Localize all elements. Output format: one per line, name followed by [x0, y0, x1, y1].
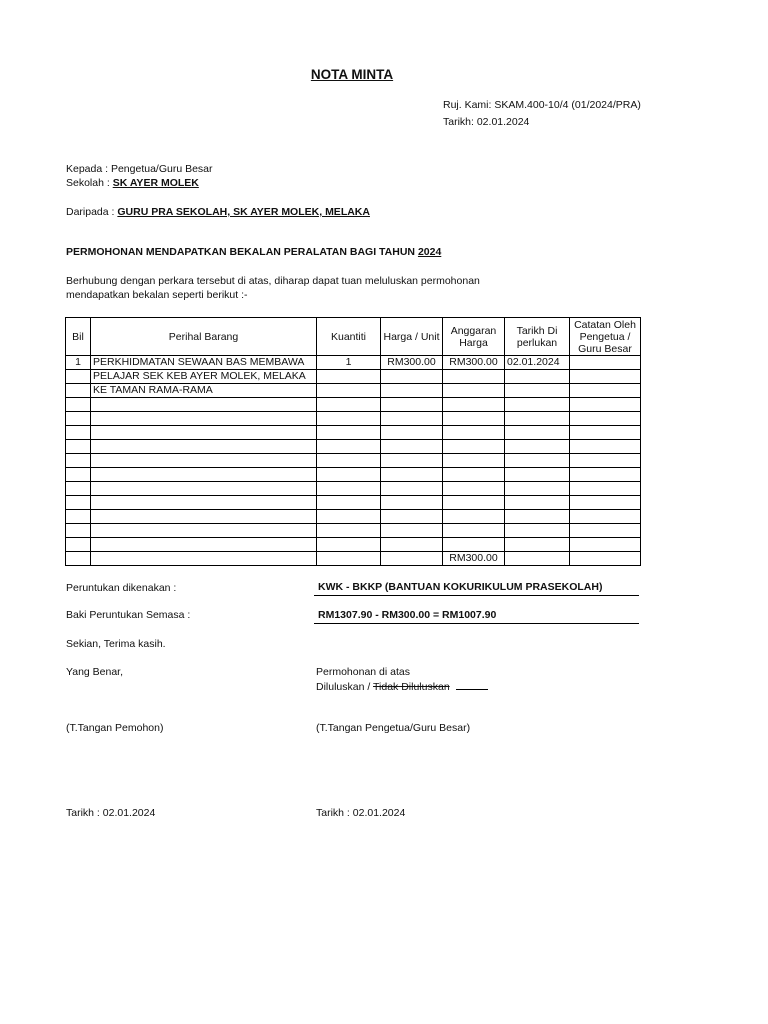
cell-date-required — [505, 524, 570, 538]
cell-description — [91, 454, 317, 468]
allocation-value: KWK - BKKP (BANTUAN KOKURIKULUM PRASEKOLAH) — [318, 581, 603, 593]
cell-principal-notes — [570, 552, 641, 566]
cell-quantity — [317, 496, 381, 510]
cell-bil — [66, 454, 91, 468]
table-row — [66, 412, 641, 426]
cell-estimated-price — [443, 482, 505, 496]
subject-line — [66, 246, 441, 259]
cell-principal-notes — [570, 454, 641, 468]
cell-principal-notes — [570, 384, 641, 398]
school-line — [66, 177, 199, 190]
cell-estimated-price — [443, 398, 505, 412]
cell-description — [91, 482, 317, 496]
table-row — [66, 510, 641, 524]
cell-principal-notes — [570, 356, 641, 370]
table-row — [66, 384, 641, 398]
cell-unit-price — [381, 412, 443, 426]
cell-date-required — [505, 496, 570, 510]
cell-quantity: 1 — [317, 356, 381, 370]
cell-quantity — [317, 510, 381, 524]
cell-bil — [66, 412, 91, 426]
header-bil: Bil — [66, 318, 91, 356]
cell-principal-notes — [570, 426, 641, 440]
recipient-line: Kepada : Pengetua/Guru Besar — [66, 163, 213, 175]
table-row — [66, 356, 641, 370]
table-row — [66, 398, 641, 412]
cell-date-required — [505, 412, 570, 426]
table-row — [66, 496, 641, 510]
allocation-label: Peruntukan dikenakan : — [66, 582, 177, 594]
cell-unit-price — [381, 496, 443, 510]
memo-date: Tarikh: 02.01.2024 — [443, 116, 530, 128]
cell-description: KE TAMAN RAMA-RAMA — [91, 384, 317, 398]
cell-bil — [66, 440, 91, 454]
applicant-signature-label: (T.Tangan Pemohon) — [66, 722, 164, 734]
header-description: Perihal Barang — [91, 318, 317, 356]
cell-unit-price — [381, 482, 443, 496]
cell-quantity — [317, 552, 381, 566]
cell-estimated-price: RM300.00 — [443, 552, 505, 566]
table-row — [66, 538, 641, 552]
cell-estimated-price — [443, 454, 505, 468]
school-label: Sekolah : — [66, 177, 110, 189]
table-row — [66, 440, 641, 454]
cell-date-required: 02.01.2024 — [505, 356, 570, 370]
cell-estimated-price — [443, 426, 505, 440]
cell-unit-price — [381, 426, 443, 440]
cell-quantity — [317, 426, 381, 440]
cell-principal-notes — [570, 496, 641, 510]
table-row — [66, 552, 641, 566]
cell-date-required — [505, 468, 570, 482]
header-quantity: Kuantiti — [317, 318, 381, 356]
cell-description — [91, 538, 317, 552]
closing-text: Sekian, Terima kasih. — [66, 638, 166, 650]
intro-line-1: Berhubung dengan perkara tersebut di atas, diharap dapat tuan meluluskan permohonan — [66, 275, 480, 287]
cell-description: PERKHIDMATAN SEWAAN BAS MEMBAWA — [91, 356, 317, 370]
cell-date-required — [505, 454, 570, 468]
intro-line-2: mendapatkan bekalan seperti berikut :- — [66, 289, 248, 301]
principal-signature-label: (T.Tangan Pengetua/Guru Besar) — [316, 722, 471, 734]
header-principal-notes: Catatan Oleh Pengetua / Guru Besar — [570, 318, 641, 356]
approval-rejected: Tidak Diluluskan — [373, 681, 450, 693]
cell-principal-notes — [570, 398, 641, 412]
cell-date-required — [505, 370, 570, 384]
cell-estimated-price — [443, 524, 505, 538]
cell-estimated-price — [443, 440, 505, 454]
table-row — [66, 426, 641, 440]
cell-date-required — [505, 384, 570, 398]
subject-text: PERMOHONAN MENDAPATKAN BEKALAN PERALATAN BAGI TAHUN — [66, 246, 416, 258]
table-body — [66, 356, 641, 566]
cell-quantity — [317, 454, 381, 468]
table-row — [66, 370, 641, 384]
cell-bil — [66, 510, 91, 524]
cell-quantity — [317, 482, 381, 496]
table-row — [66, 482, 641, 496]
cell-quantity — [317, 398, 381, 412]
cell-description — [91, 426, 317, 440]
memo-title: NOTA MINTA — [310, 67, 394, 82]
balance-underline — [314, 623, 639, 624]
cell-description — [91, 524, 317, 538]
cell-quantity — [317, 412, 381, 426]
cell-bil — [66, 538, 91, 552]
approval-approved: Diluluskan / — [316, 681, 374, 693]
table-row — [66, 454, 641, 468]
school-name: SK AYER MOLEK — [112, 177, 199, 189]
cell-unit-price — [381, 510, 443, 524]
reference-number: Ruj. Kami: SKAM.400-10/4 (01/2024/PRA) — [443, 99, 641, 111]
allocation-underline — [314, 595, 639, 596]
sender-line — [66, 206, 370, 219]
cell-unit-price — [381, 454, 443, 468]
cell-description — [91, 468, 317, 482]
cell-estimated-price — [443, 370, 505, 384]
cell-bil: 1 — [66, 356, 91, 370]
cell-bil — [66, 552, 91, 566]
cell-principal-notes — [570, 524, 641, 538]
cell-unit-price — [381, 538, 443, 552]
cell-principal-notes — [570, 370, 641, 384]
cell-date-required — [505, 482, 570, 496]
cell-quantity — [317, 370, 381, 384]
items-table — [65, 317, 641, 566]
cell-bil — [66, 384, 91, 398]
cell-description — [91, 398, 317, 412]
cell-bil — [66, 496, 91, 510]
cell-quantity — [317, 538, 381, 552]
table-row — [66, 468, 641, 482]
cell-estimated-price — [443, 384, 505, 398]
principal-date: Tarikh : 02.01.2024 — [316, 807, 406, 819]
cell-unit-price — [381, 552, 443, 566]
approval-options — [316, 681, 450, 694]
header-estimated-price: Anggaran Harga — [443, 318, 505, 356]
cell-description: PELAJAR SEK KEB AYER MOLEK, MELAKA — [91, 370, 317, 384]
cell-date-required — [505, 538, 570, 552]
cell-description — [91, 412, 317, 426]
cell-date-required — [505, 426, 570, 440]
approval-heading: Permohonan di atas — [316, 666, 410, 678]
cell-unit-price — [381, 398, 443, 412]
cell-estimated-price — [443, 538, 505, 552]
table-header-row — [66, 318, 641, 356]
cell-principal-notes — [570, 538, 641, 552]
cell-description — [91, 440, 317, 454]
cell-estimated-price — [443, 468, 505, 482]
cell-unit-price — [381, 370, 443, 384]
cell-estimated-price — [443, 510, 505, 524]
cell-bil — [66, 370, 91, 384]
cell-date-required — [505, 552, 570, 566]
strike-mark — [456, 689, 488, 690]
cell-principal-notes — [570, 482, 641, 496]
cell-estimated-price — [443, 412, 505, 426]
cell-date-required — [505, 440, 570, 454]
cell-principal-notes — [570, 412, 641, 426]
cell-estimated-price: RM300.00 — [443, 356, 505, 370]
cell-quantity — [317, 384, 381, 398]
cell-principal-notes — [570, 468, 641, 482]
sender-name: GURU PRA SEKOLAH, SK AYER MOLEK, MELAKA — [117, 206, 370, 218]
cell-bil — [66, 426, 91, 440]
sender-label: Daripada : — [66, 206, 115, 218]
cell-bil — [66, 482, 91, 496]
balance-value: RM1307.90 - RM300.00 = RM1007.90 — [318, 609, 497, 621]
cell-quantity — [317, 524, 381, 538]
cell-unit-price: RM300.00 — [381, 356, 443, 370]
cell-description — [91, 496, 317, 510]
cell-description — [91, 552, 317, 566]
applicant-date: Tarikh : 02.01.2024 — [66, 807, 156, 819]
subject-year: 2024 — [417, 246, 442, 258]
cell-unit-price — [381, 440, 443, 454]
cell-date-required — [505, 398, 570, 412]
yours-text: Yang Benar, — [66, 666, 124, 678]
cell-bil — [66, 398, 91, 412]
cell-description — [91, 510, 317, 524]
cell-date-required — [505, 510, 570, 524]
header-date-required: Tarikh Di perlukan — [505, 318, 570, 356]
cell-unit-price — [381, 468, 443, 482]
cell-quantity — [317, 468, 381, 482]
header-unit-price: Harga / Unit — [381, 318, 443, 356]
cell-quantity — [317, 440, 381, 454]
cell-principal-notes — [570, 510, 641, 524]
cell-unit-price — [381, 384, 443, 398]
cell-unit-price — [381, 524, 443, 538]
table-row — [66, 524, 641, 538]
cell-estimated-price — [443, 496, 505, 510]
cell-principal-notes — [570, 440, 641, 454]
cell-bil — [66, 524, 91, 538]
balance-label: Baki Peruntukan Semasa : — [66, 609, 191, 621]
cell-bil — [66, 468, 91, 482]
